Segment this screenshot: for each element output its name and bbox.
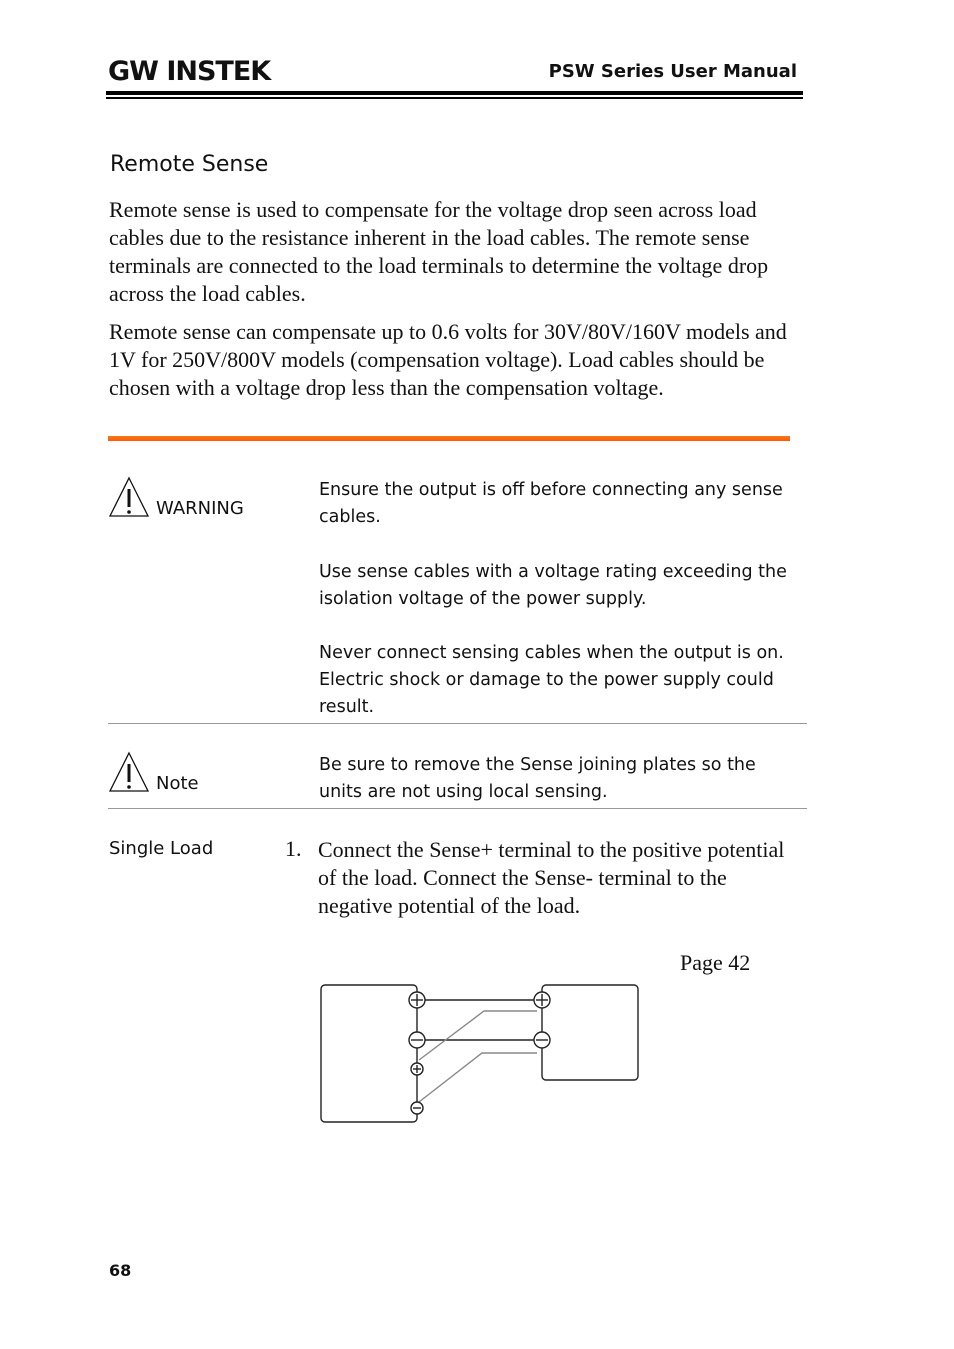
gw-instek-logo [108,54,278,84]
section-title: Remote Sense [110,152,269,177]
output-positive-terminal [409,992,425,1008]
step-number: 1. [285,836,302,861]
output-negative-terminal [409,1032,425,1048]
svg-text:GW INSTEK: GW INSTEK [108,56,271,84]
sense-positive-terminal [411,1063,423,1075]
warning-label: WARNING [156,498,244,519]
warning-item: Use sense cables with a voltage rating exceeding the isolation voltage of the power supply. [319,562,787,609]
sense-negative-terminal [411,1102,423,1114]
note-text: Be sure to remove the Sense joining plates so the units are not using local sensing. [319,755,756,802]
page-reference-link[interactable]: Page 42 [680,950,751,975]
remote-sense-wiring-diagram [318,980,642,1126]
load-negative-terminal [534,1032,550,1048]
step-text: Connect the Sense+ terminal to the positive potential of the load. Connect the Sense- terminal to the negative potential of the load. [318,837,785,918]
warning-item: Ensure the output is off before connecting any sense cables. [319,480,783,527]
note-label: Note [156,773,199,794]
warning-triangle-icon [108,476,150,518]
header-rule [106,91,803,95]
section-divider [108,436,790,441]
note-divider [108,808,807,809]
manual-title: PSW Series User Manual [548,61,797,82]
single-load-label: Single Load [109,838,214,859]
warning-divider [108,723,807,724]
compensation-paragraph: Remote sense can compensate up to 0.6 volts for 30V/80V/160V models and 1V for 250V/800V models (compensation voltage). Load cables should be chosen with a voltage drop less than the compensation voltage. [109,319,787,400]
load-box [542,985,638,1080]
intro-paragraph: Remote sense is used to compensate for the voltage drop seen across load cables due to the resistance inherent in the load cables. The remote sense terminals are connected to the load terminals to determine the voltage drop across the load cables. [109,197,769,306]
note-triangle-icon [108,751,150,793]
sense-negative-wire [419,1053,537,1102]
header-rule-thin [106,97,803,99]
page-number: 68 [109,1261,132,1280]
warning-item: Never connect sensing cables when the output is on. Electric shock or damage to the power supply could result. [319,643,784,717]
power-supply-box [321,985,417,1122]
load-positive-terminal [534,992,550,1008]
